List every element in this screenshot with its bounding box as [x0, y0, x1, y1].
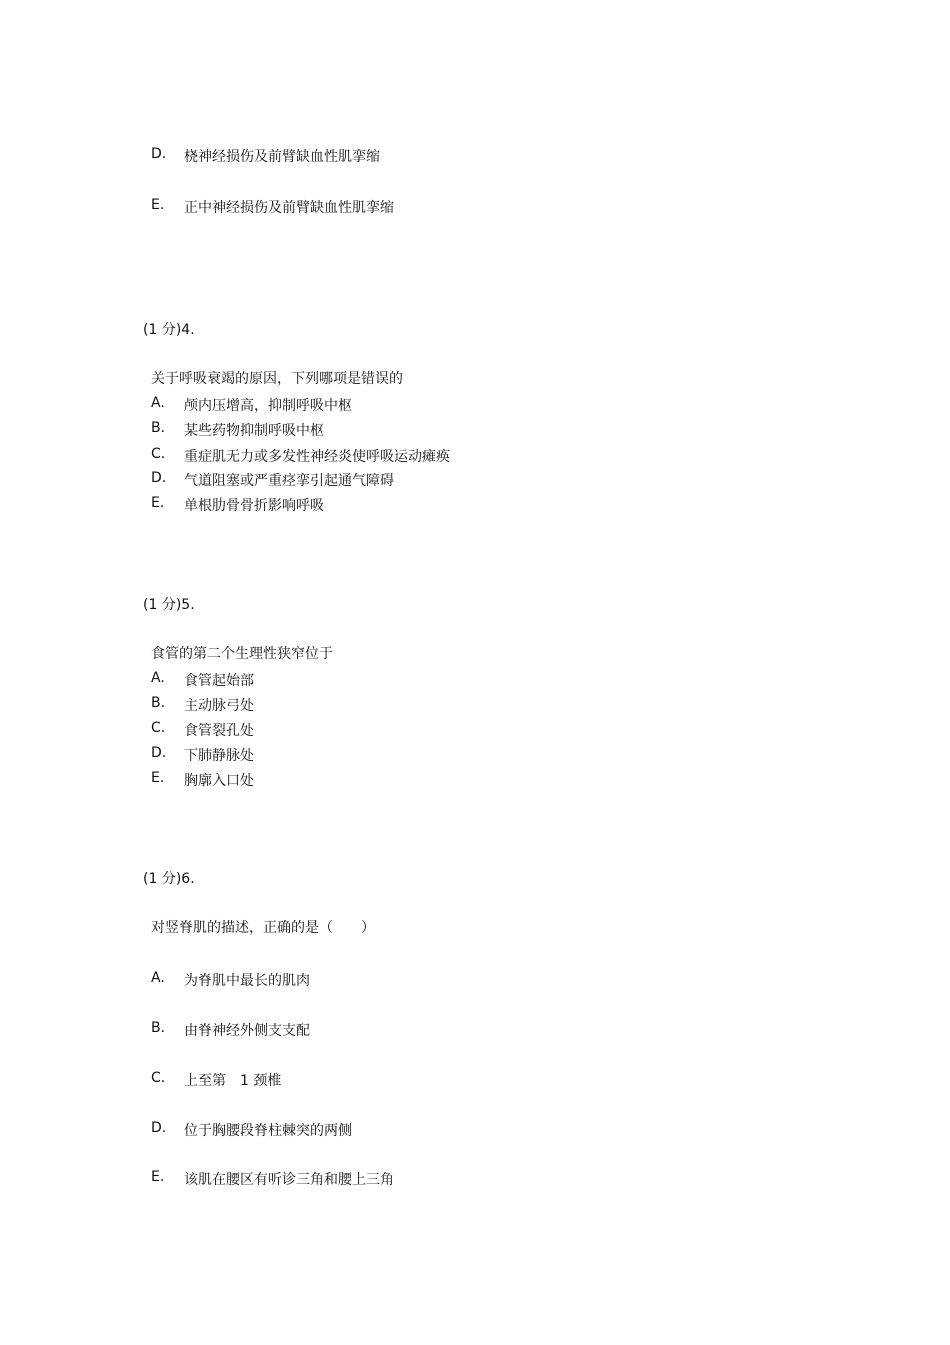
option-letter: E. [151, 495, 165, 511]
option-text: 由脊神经外侧支支配 [184, 1023, 310, 1039]
option-letter: B. [151, 420, 166, 436]
option-text: 重症肌无力或多发性神经炎使呼吸运动瘫痪 [184, 449, 450, 465]
option-text: 食管起始部 [184, 673, 254, 689]
q4-option-c [151, 446, 751, 464]
option-text: 上至第 1 颈椎 [184, 1073, 282, 1089]
option-text: 下肺静脉处 [184, 748, 254, 764]
option-letter: C. [151, 720, 166, 736]
option-letter: C. [151, 1070, 166, 1086]
option-letter: D. [151, 470, 167, 486]
option-text: 食管裂孔处 [184, 723, 254, 739]
q6-option-b [151, 1020, 751, 1038]
option-letter: A. [151, 970, 165, 986]
option-letter: B. [151, 695, 166, 711]
q5-stem: 食管的第二个生理性狭窄位于 [151, 646, 333, 662]
option-letter: D. [151, 745, 167, 761]
option-text: 桡神经损伤及前臂缺血性肌挛缩 [184, 149, 380, 165]
q4-option-e [151, 495, 751, 513]
q6-stem: 对竖脊肌的描述，正确的是（ ） [151, 920, 375, 936]
q6-option-a [151, 970, 751, 988]
option-letter: B. [151, 1020, 166, 1036]
option-text: 正中神经损伤及前臂缺血性肌挛缩 [184, 200, 394, 216]
option-letter: E. [151, 770, 165, 786]
q4-option-d [151, 470, 751, 488]
q5-option-e [151, 770, 751, 788]
q6-option-d [151, 1120, 751, 1138]
option-text: 颅内压增高，抑制呼吸中枢 [184, 398, 352, 414]
option-text: 某些药物抑制呼吸中枢 [184, 423, 324, 439]
option-text: 该肌在腰区有听诊三角和腰上三角 [184, 1172, 394, 1188]
option-letter: D. [151, 1120, 167, 1136]
q6-option-e [151, 1169, 751, 1187]
q6-option-c [151, 1070, 751, 1088]
option-letter: E. [151, 1169, 165, 1185]
q5-option-d [151, 745, 751, 763]
q4-stem: 关于呼吸衰竭的原因，下列哪项是错误的 [151, 371, 403, 387]
option-letter: D. [151, 146, 167, 162]
q5-option-a [151, 670, 751, 688]
q5-option-c [151, 720, 751, 738]
option-letter: C. [151, 446, 166, 462]
q5-option-b [151, 695, 751, 713]
q5-header: (1 分)5. [143, 597, 195, 613]
option-text: 为脊肌中最长的肌肉 [184, 973, 310, 989]
q6-header: (1 分)6. [143, 871, 195, 887]
option-text: 单根肋骨骨折影响呼吸 [184, 498, 324, 514]
option-text: 主动脉弓处 [184, 698, 254, 714]
option-letter: A. [151, 670, 165, 686]
q4-option-a [151, 395, 751, 413]
option-text: 位于胸腰段脊柱棘突的两侧 [184, 1123, 352, 1139]
option-text: 胸廓入口处 [184, 773, 254, 789]
q3-option-e [151, 197, 751, 215]
q4-header: (1 分)4. [143, 322, 195, 338]
q4-option-b [151, 420, 751, 438]
option-letter: E. [151, 197, 165, 213]
q3-option-d [151, 146, 751, 164]
option-text: 气道阻塞或严重痉挛引起通气障碍 [184, 473, 394, 489]
option-letter: A. [151, 395, 165, 411]
